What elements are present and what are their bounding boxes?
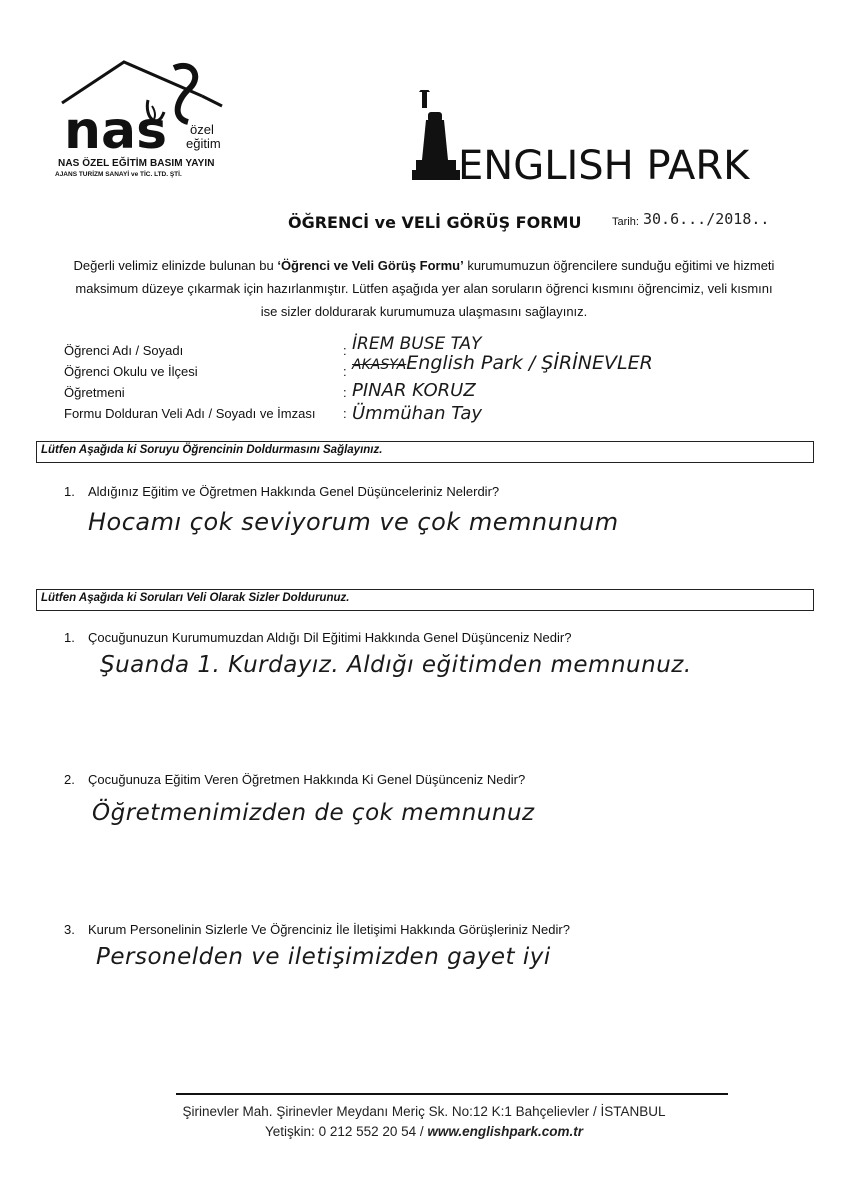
parent-label: Formu Dolduran Veli Adı / Soyadı ve İmzası bbox=[64, 406, 316, 421]
school-value-struck: AKASYA bbox=[352, 357, 407, 373]
student-name-label: Öğrenci Adı / Soyadı bbox=[64, 343, 184, 358]
teacher-label: Öğretmeni bbox=[64, 385, 125, 400]
parent-section-title: Lütfen Aşağıda ki Soruları Veli Olarak Sizler Doldurunuz. bbox=[41, 592, 350, 604]
footer-phone: Yetişkin: 0 212 552 20 54 / bbox=[265, 1124, 428, 1139]
parent-question-1 bbox=[64, 630, 571, 645]
parent-answer-1[interactable]: Şuanda 1. Kurdayız. Aldığı eğitimden memnunuz. bbox=[100, 652, 692, 678]
statue-of-liberty-icon bbox=[412, 90, 460, 180]
english-park-logo bbox=[412, 90, 752, 190]
intro-line-2: maksimum düzeye çıkarmak için hazırlanmıştır. Lütfen aşağıda yer alan soruların öğrenci kısmını öğrencimiz, veli kısmını bbox=[75, 281, 773, 296]
teacher-colon: : bbox=[343, 385, 347, 400]
intro-line-3: ise sizler doldurarak kurumumuza ulaşmasını sağlayınız. bbox=[260, 304, 588, 319]
footer-contact bbox=[0, 1124, 848, 1139]
question-text: Aldığınız Eğitim ve Öğretmen Hakkında Genel Düşünceleriniz Nelerdir? bbox=[88, 484, 500, 499]
english-park-wordmark: ENGLISH PARK bbox=[458, 143, 750, 189]
question-number: 1. bbox=[64, 630, 75, 645]
question-number: 1. bbox=[64, 484, 75, 499]
student-question-1 bbox=[64, 484, 499, 499]
parent-signature-value[interactable]: Ümmühan Tay bbox=[352, 403, 483, 424]
school-colon: : bbox=[343, 364, 347, 379]
student-answer-1[interactable]: Hocamı çok seviyorum ve çok memnunum bbox=[88, 508, 619, 536]
footer-divider bbox=[176, 1093, 728, 1095]
student-section-title: Lütfen Aşağıda ki Soruyu Öğrencinin Doldurmasını Sağlayınız. bbox=[41, 444, 383, 456]
parent-question-3 bbox=[64, 922, 570, 937]
question-number: 3. bbox=[64, 922, 75, 937]
parent-colon: : bbox=[343, 406, 347, 421]
student-name-colon: : bbox=[343, 343, 347, 358]
nas-company-name: NAS ÖZEL EĞİTİM BASIM YAYIN bbox=[58, 158, 215, 169]
school-value[interactable] bbox=[352, 352, 653, 374]
question-text: Kurum Personelinin Sizlerle Ve Öğrenciniz İle İletişimi Hakkında Görüşleriniz Nedir? bbox=[88, 922, 570, 937]
intro-form-name: ‘Öğrenci ve Veli Görüş Formu’ bbox=[277, 258, 464, 273]
footer-website-link[interactable]: www.englishpark.com.tr bbox=[427, 1124, 583, 1139]
intro-line-1: Değerli velimiz elinizde bulunan bu ‘Öğrenci ve Veli Görüş Formu’ kurumumuzun öğrencilere sunduğu eğitimi ve hizmeti bbox=[73, 258, 775, 273]
nas-company-sub: AJANS TURİZM SANAYİ ve TİC. LTD. ŞTİ. bbox=[55, 171, 182, 178]
question-number: 2. bbox=[64, 772, 75, 787]
intro-paragraph bbox=[36, 254, 812, 323]
nas-logo-brand: nas bbox=[64, 101, 168, 161]
parent-question-2 bbox=[64, 772, 525, 787]
parent-answer-2[interactable]: Öğretmenimizden de çok memnunuz bbox=[92, 800, 535, 826]
student-section-bar bbox=[36, 441, 814, 463]
parent-answer-3[interactable]: Personelden ve iletişimizden gayet iyi bbox=[96, 944, 551, 970]
parent-section-bar bbox=[36, 589, 814, 611]
school-value-text: English Park / ŞİRİNEVLER bbox=[406, 352, 653, 374]
question-text: Çocuğunuza Eğitim Veren Öğretmen Hakkında Ki Genel Düşünceniz Nedir? bbox=[88, 772, 526, 787]
date-value[interactable]: 30.6.../2018.. bbox=[643, 210, 770, 228]
footer-address: Şirinevler Mah. Şirinevler Meydanı Meriç Sk. No:12 K:1 Bahçelievler / İSTANBUL bbox=[182, 1104, 666, 1119]
question-text: Çocuğunuzun Kurumumuzdan Aldığı Dil Eğitimi Hakkında Genel Düşünceniz Nedir? bbox=[88, 630, 572, 645]
date-label: Tarih: bbox=[612, 216, 639, 228]
form-title: ÖĞRENCİ ve VELİ GÖRÜŞ FORMU bbox=[288, 213, 582, 232]
school-label: Öğrenci Okulu ve İlçesi bbox=[64, 364, 198, 379]
teacher-value[interactable]: PINAR KORUZ bbox=[352, 380, 476, 401]
nas-logo-egitim: eğitim bbox=[186, 136, 221, 151]
nas-logo-ozel: özel bbox=[190, 122, 214, 137]
student-name-value[interactable]: İREM BUSE TAY bbox=[352, 334, 482, 354]
